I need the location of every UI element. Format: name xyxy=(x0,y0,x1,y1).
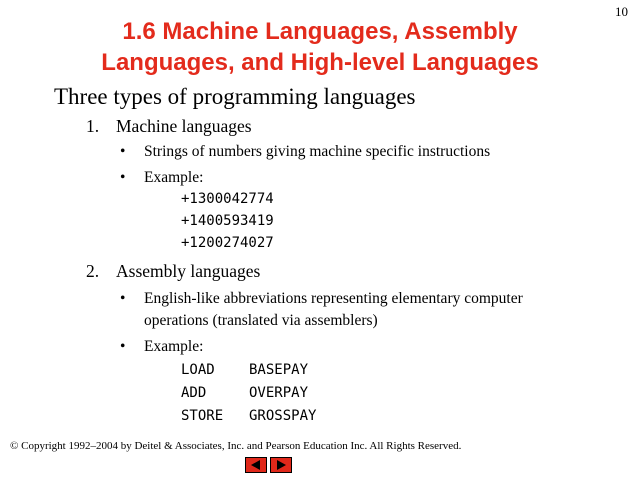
assembly-operand: OVERPAY xyxy=(249,385,309,401)
machine-code-line-3: +1200274027 xyxy=(181,235,274,251)
item-label: Machine languages xyxy=(116,116,252,136)
item-assembly-languages xyxy=(86,261,260,282)
machine-code-line-2: +1400593419 xyxy=(181,213,274,229)
title-line-2: Languages, and High-level Languages xyxy=(101,49,539,76)
item-label: Assembly languages xyxy=(116,261,261,281)
item-number: 2. xyxy=(86,261,100,281)
bullet-text: Example: xyxy=(144,169,204,186)
assembly-opcode: ADD xyxy=(181,385,207,401)
bullet-text: Example: xyxy=(144,338,204,355)
machine-code-line-1: +1300042774 xyxy=(181,191,274,207)
bullet-symbol: • xyxy=(120,338,126,355)
bullet-text: Strings of numbers giving machine specific instructions xyxy=(144,143,491,160)
assembly-code-line-2 xyxy=(181,385,309,401)
bullet-symbol: • xyxy=(120,143,126,160)
bullet-symbol: • xyxy=(120,290,126,307)
triangle-left-icon xyxy=(246,458,266,472)
assembly-operand: BASEPAY xyxy=(249,362,309,378)
bullet-text-line-2: operations (translated via assemblers) xyxy=(144,312,378,329)
bullet-text-line-1: English-like abbreviations representing elementary computer xyxy=(144,290,523,307)
previous-slide-button[interactable] xyxy=(245,457,267,473)
bullet-symbol: • xyxy=(120,169,126,186)
item-number: 1. xyxy=(86,116,100,136)
slide-number: 10 xyxy=(615,4,628,19)
slide-title xyxy=(40,16,600,78)
assembly-opcode: LOAD xyxy=(181,362,215,378)
assembly-opcode: STORE xyxy=(181,408,224,424)
title-line-1: 1.6 Machine Languages, Assembly xyxy=(122,18,518,45)
next-slide-button[interactable] xyxy=(270,457,292,473)
item-machine-languages xyxy=(86,116,252,137)
assembly-operand: GROSSPAY xyxy=(249,408,317,424)
triangle-right-icon xyxy=(271,458,291,472)
copyright-footer: © Copyright 1992–2004 by Deitel & Associates, Inc. and Pearson Education Inc. All Rights Reserved. xyxy=(10,440,462,452)
subtitle: Three types of programming languages xyxy=(54,84,416,109)
assembly-code-line-3 xyxy=(181,408,317,424)
assembly-code-line-1 xyxy=(181,362,309,378)
